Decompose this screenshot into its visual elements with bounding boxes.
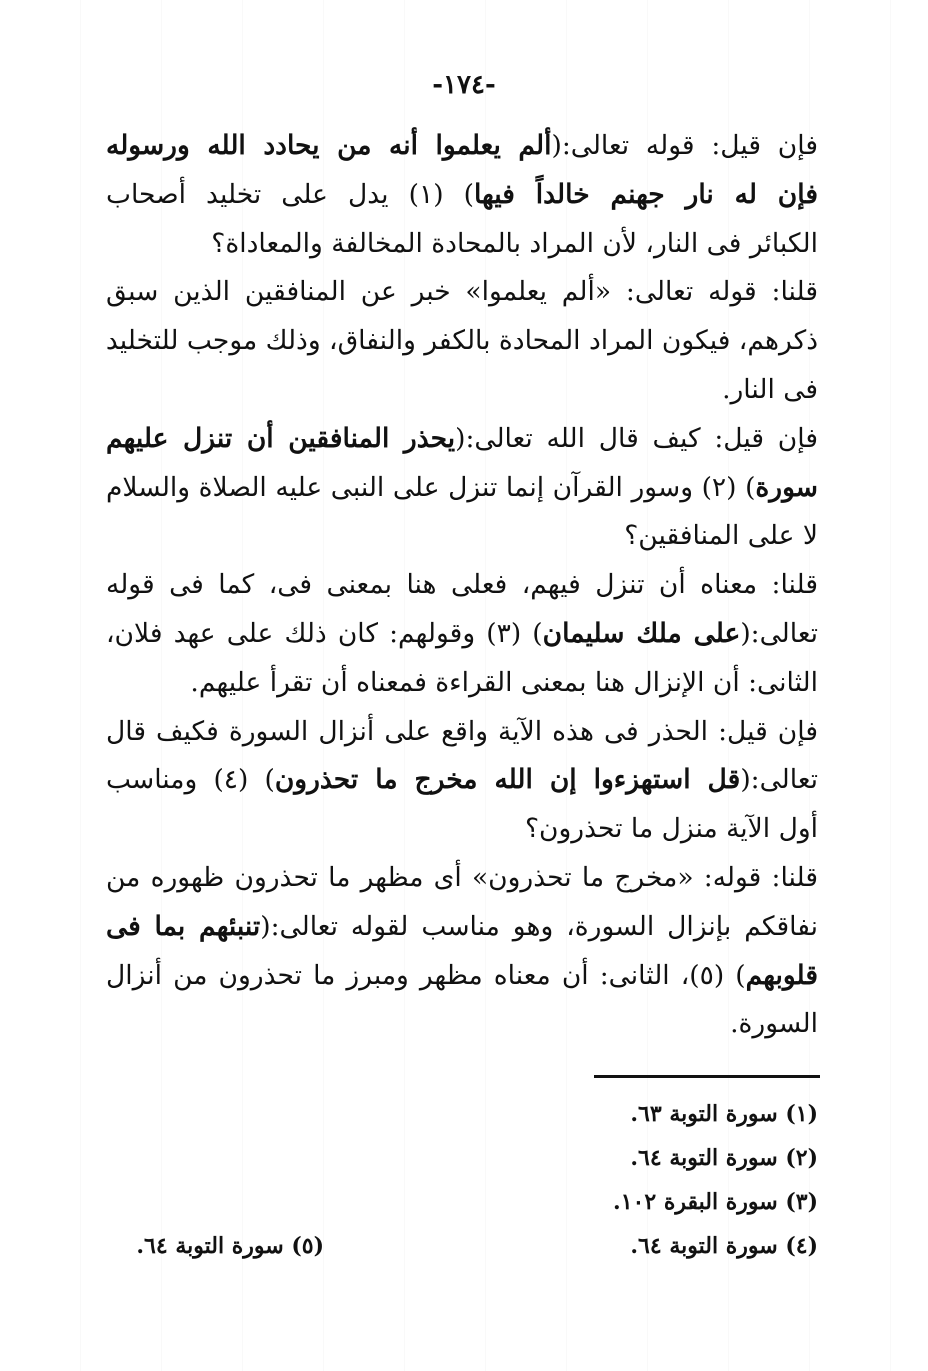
text-line [106, 268, 818, 317]
quran-quote: فإن له نار جهنم خالداً فيها [473, 178, 818, 210]
page-number: -١٧٤- [432, 70, 496, 100]
text-line [106, 415, 818, 464]
quran-quote: ألم يعلموا أنه من يحادد الله ورسوله [106, 130, 552, 161]
text-run: لا على المنافقين؟ [624, 520, 818, 552]
text-line [106, 366, 818, 415]
footnote-1: (١) سورة التوبة ٦٣. [630, 1101, 818, 1127]
text-run: الثانى: أن الإنزال هنا بمعنى القراءة فمعناه أن تقرأ عليهم. [190, 666, 818, 698]
text-run: ) (٤) ومناسب [106, 764, 275, 796]
footnote-3: (٣) سورة البقرة ١٠٢. [613, 1189, 818, 1215]
text-line [106, 805, 818, 854]
text-line [106, 708, 818, 757]
text-line [106, 512, 818, 561]
quran-quote: تنبئهم بما فى [106, 910, 261, 942]
text-run: فإن قيل: الحذر فى هذه الآية واقع على أنزال السورة فكيف قال [106, 715, 818, 747]
footnote-4: (٤) سورة التوبة ٦٤. [630, 1233, 818, 1259]
text-run: أول الآية منزل ما تحذرون؟ [524, 813, 818, 845]
text-run: ) (٥)، الثانى: أن معناه مظهر ومبرز ما تحذرون من أنزال [106, 959, 746, 991]
text-line [106, 756, 818, 805]
text-line [106, 171, 818, 220]
quran-quote: يحذر المنافقين أن تنزل عليهم [106, 422, 456, 454]
text-run: ) (٣) وقولهم: كان ذلك على عهد فلان، [106, 617, 543, 649]
footnotes-list [558, 1092, 818, 1268]
text-line [106, 464, 818, 513]
text-line [106, 561, 818, 610]
text-line [106, 659, 818, 708]
main-text [106, 122, 818, 1049]
text-line [106, 122, 818, 171]
quran-quote: قلوبهم [745, 959, 818, 991]
text-line [106, 1000, 818, 1049]
footnote-2: (٢) سورة التوبة ٦٤. [630, 1145, 818, 1171]
text-run: قلنا: قوله: «مخرج ما تحذرون» أى مظهر ما تحذرون ظهوره من [106, 861, 818, 893]
quran-quote: على ملك سليمان [542, 617, 741, 649]
text-run: تعالى:( [740, 764, 818, 796]
text-line [106, 952, 818, 1001]
quran-quote: سورة [755, 471, 818, 503]
text-run: تعالى:( [740, 617, 818, 649]
text-line [106, 220, 818, 269]
text-run: السورة. [730, 1008, 818, 1040]
text-line [106, 854, 818, 903]
text-line [106, 317, 818, 366]
footnote-5: (٥) سورة التوبة ٦٤. [136, 1233, 324, 1259]
text-run: قلنا: معناه أن تنزل فيهم، فعلى هنا بمعنى فى، كما فى قوله [106, 569, 818, 601]
text-run: فإن قيل: قوله تعالى:( [551, 130, 818, 161]
text-run: فإن قيل: كيف قال الله تعالى:( [455, 422, 818, 454]
text-line [106, 903, 818, 952]
text-run: فى النار. [722, 373, 818, 405]
text-run: الكبائر فى النار، لأن المراد بالمحادة المخالفة والمعاداة؟ [211, 227, 818, 259]
text-run: ) (٢) وسور القرآن إنما تنزل على النبى عليه الصلاة والسلام [106, 471, 756, 503]
quran-quote: قل استهزءوا إن الله مخرج ما تحذرون [274, 764, 741, 796]
text-run: قلنا: قوله تعالى: «ألم يعلموا» خبر عن المنافقين الذين سبق [106, 276, 818, 308]
footnote-divider [594, 1075, 820, 1078]
text-line [106, 610, 818, 659]
text-run: نفاقكم بإنزال السورة، وهو مناسب لقوله تعالى:( [260, 910, 818, 942]
text-run: ) (١) يدل على تخليد أصحاب [106, 178, 474, 210]
text-run: ذكرهم، فيكون المراد المحادة بالكفر والنفاق، وذلك موجب للتخليد [106, 325, 818, 357]
